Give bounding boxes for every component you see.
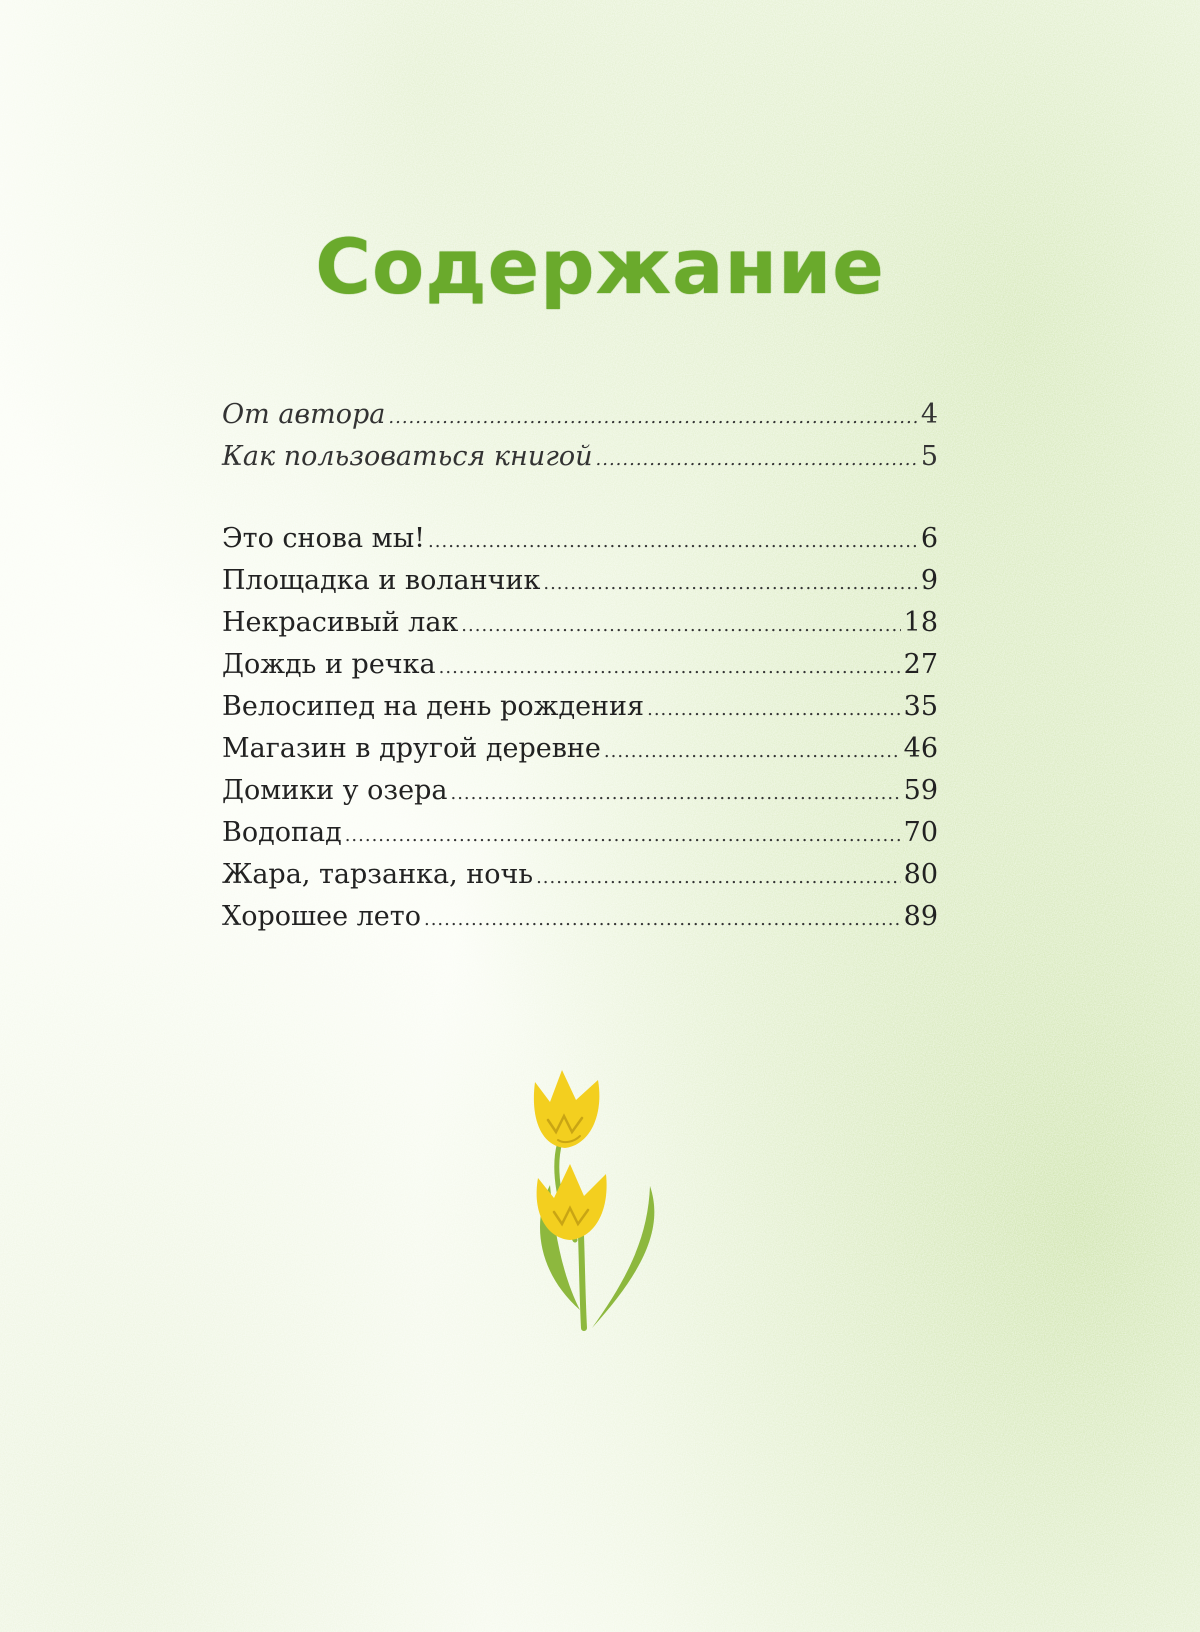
toc-entry-label: Некрасивый лак [222, 607, 459, 638]
toc-entry[interactable] [222, 602, 938, 644]
toc-entry[interactable] [222, 644, 938, 686]
toc-entry-page: 59 [903, 775, 938, 806]
toc-entry-label: Домики у озера [222, 775, 448, 806]
toc-entry-page: 70 [903, 817, 938, 848]
dot-leader [596, 439, 918, 481]
intro-section [222, 394, 938, 478]
toc-entry[interactable] [222, 518, 938, 560]
toc-entry-label: Водопад [222, 817, 342, 848]
toc-entry-page: 46 [903, 733, 938, 764]
page-title: Содержание [315, 222, 885, 311]
toc-entry-label: Хорошее лето [222, 901, 421, 932]
dot-leader [439, 647, 901, 689]
toc-entry[interactable] [222, 770, 938, 812]
toc-entry[interactable] [222, 812, 938, 854]
toc-entry-label: Это снова мы! [222, 523, 426, 554]
toc-entry[interactable] [222, 686, 938, 728]
toc-entry-label: Как пользоваться книгой [222, 441, 593, 472]
toc-entry-page: 35 [903, 691, 938, 722]
toc-entry-page: 5 [920, 441, 938, 472]
toc-entry-page: 27 [903, 649, 938, 680]
toc-entry-page: 89 [903, 901, 938, 932]
dot-leader [345, 815, 901, 857]
dot-leader [647, 689, 901, 731]
toc-entry[interactable] [222, 896, 938, 938]
dot-leader [450, 773, 900, 815]
tulip-illustration-icon [520, 1060, 680, 1340]
toc-entry-page: 18 [903, 607, 938, 638]
toc-entry[interactable] [222, 560, 938, 602]
dot-leader [428, 521, 918, 563]
toc-entry-label: Велосипед на день рождения [222, 691, 645, 722]
toc-entry-label: Площадка и воланчик [222, 565, 541, 596]
dot-leader [604, 731, 901, 773]
dot-leader [536, 857, 901, 899]
toc-entry[interactable] [222, 394, 938, 436]
toc-entry-page: 80 [903, 859, 938, 890]
toc-entry-label: От автора [222, 399, 386, 430]
toc-entry-page: 9 [920, 565, 938, 596]
dot-leader [388, 397, 917, 439]
dot-leader [461, 605, 900, 647]
toc-entry[interactable] [222, 436, 938, 478]
toc-entry-label: Магазин в другой деревне [222, 733, 601, 764]
toc-entry-page: 6 [920, 523, 938, 554]
toc-entry-page: 4 [920, 399, 938, 430]
toc-entry[interactable] [222, 728, 938, 770]
chapters-section [222, 518, 938, 938]
toc-entry-label: Жара, тарзанка, ночь [222, 859, 534, 890]
dot-leader [424, 899, 901, 941]
toc-entry-label: Дождь и речка [222, 649, 436, 680]
tulip-top-flower [534, 1070, 600, 1148]
toc-entry[interactable] [222, 854, 938, 896]
dot-leader [543, 563, 917, 605]
